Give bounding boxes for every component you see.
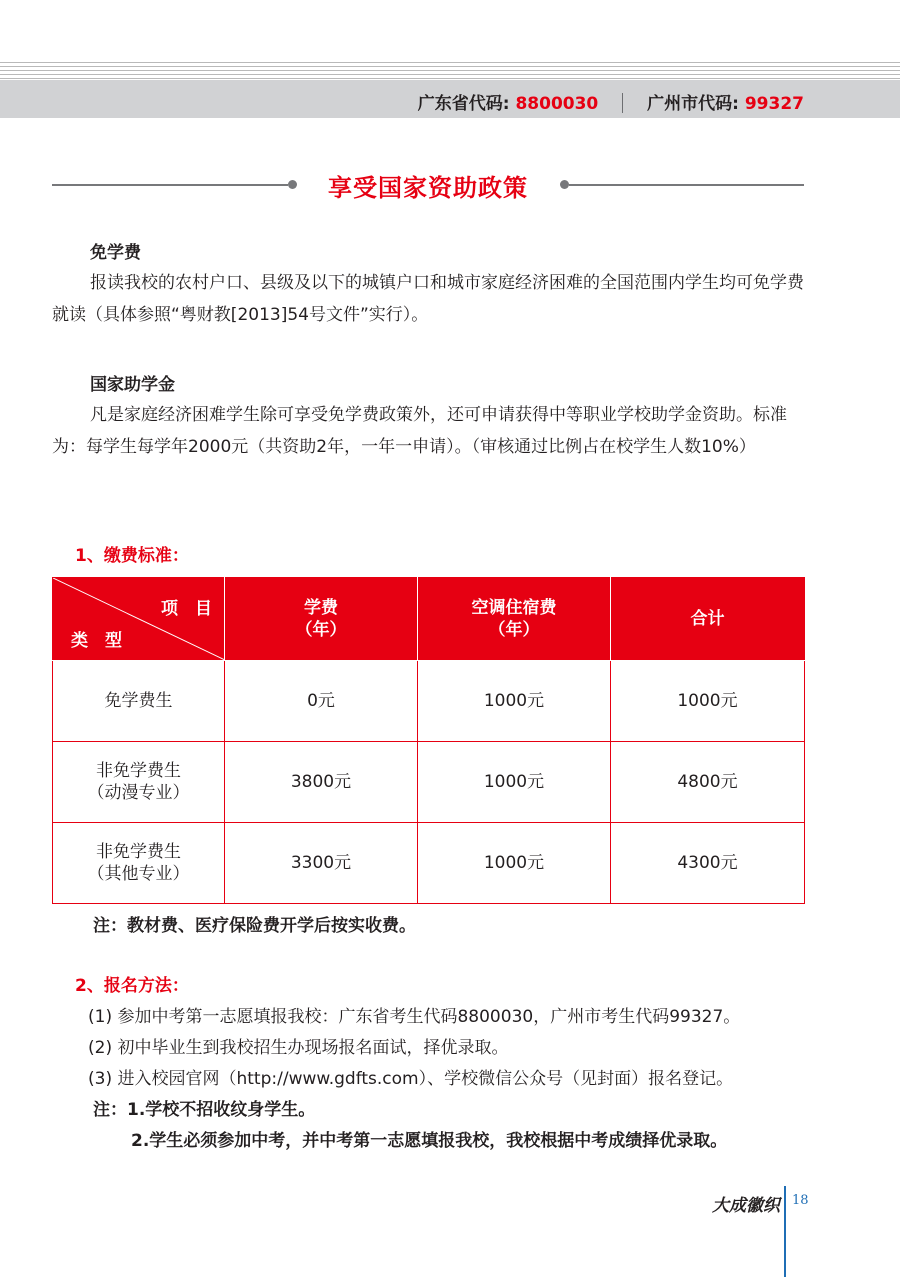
registration-item: (3) 进入校园官网（http://www.gdfts.com）、学校微信公众号（见封面）报名登记。 (88, 1069, 734, 1089)
page-number: 18 (792, 1193, 809, 1208)
row-total: 1000元 (611, 661, 805, 742)
grant-text: 凡是家庭经济困难学生除可享受免学费政策外，还可申请获得中等职业学校助学金资助。标准为：每学生每学年2000元（共资助2年，一年一申请）。（审核通过比例占在校学生人数10%） (52, 405, 787, 457)
registration-note-2: 2.学生必须参加中考，并中考第一志愿填报我校，我校根据中考成绩择优录取。 (131, 1131, 728, 1151)
registration-note-1: 注：1.学校不招收纹身学生。 (93, 1100, 316, 1120)
section-title: 享受国家资助政策 (328, 174, 528, 202)
gd-code-label: 广东省代码: (417, 94, 510, 114)
row-dorm: 1000元 (418, 661, 611, 742)
row-dorm: 1000元 (418, 742, 611, 823)
section-title-row (52, 168, 804, 202)
table-row (53, 661, 805, 742)
fee-table (52, 577, 805, 904)
table-row (53, 823, 805, 904)
header-tuition: 学费 （年） (225, 578, 418, 661)
code-bar (0, 80, 900, 118)
row-type: 免学费生 (53, 661, 225, 742)
title-rule-left (52, 184, 288, 186)
row-type: 非免学费生 （动漫专业） (53, 742, 225, 823)
title-rule-right (569, 184, 804, 186)
row-total: 4300元 (611, 823, 805, 904)
row-dorm: 1000元 (418, 823, 611, 904)
gz-code-label: 广州市代码: (647, 94, 739, 114)
gz-code-value: 99327 (744, 94, 804, 114)
row-tuition: 3800元 (225, 742, 418, 823)
table-row (53, 742, 805, 823)
header-decor-lines (0, 0, 900, 80)
header-total: 合计 (611, 578, 805, 661)
fee-table-header (53, 578, 805, 661)
row-tuition: 0元 (225, 661, 418, 742)
row-total: 4800元 (611, 742, 805, 823)
row-tuition: 3300元 (225, 823, 418, 904)
title-dot-right (560, 180, 569, 189)
footer-divider (784, 1186, 786, 1277)
header-type-cell (53, 578, 225, 661)
footer-brand: 大成徽织 (712, 1196, 780, 1216)
row-type: 非免学费生 （其他专业） (53, 823, 225, 904)
header-dorm: 空调住宿费 （年） (418, 578, 611, 661)
fee-note: 注：教材费、医疗保险费开学后按实收费。 (93, 916, 416, 936)
registration-item: (1) 参加中考第一志愿填报我校：广东省考生代码8800030，广州市考生代码99327。 (88, 1007, 741, 1027)
registration-item: (2) 初中毕业生到我校招生办现场报名面试，择优录取。 (88, 1038, 509, 1058)
grant-heading: 国家助学金 (90, 375, 175, 395)
tuition-free-heading: 免学费 (90, 243, 141, 263)
header-type-label: 类 型 (71, 631, 122, 651)
tuition-free-text: 报读我校的农村户口、县级及以下的城镇户口和城市家庭经济困难的全国范围内学生均可免学费就读（具体参照“粤财教[2013]54号文件”实行）。 (52, 273, 804, 325)
gd-code-value: 8800030 (515, 94, 599, 114)
school-codes (418, 89, 804, 114)
registration-title: 2、报名方法： (75, 976, 189, 996)
header-item-label: 项 目 (161, 599, 212, 619)
title-dot-left (288, 180, 297, 189)
code-divider (622, 93, 623, 113)
fee-standard-title: 1、缴费标准： (75, 546, 189, 566)
